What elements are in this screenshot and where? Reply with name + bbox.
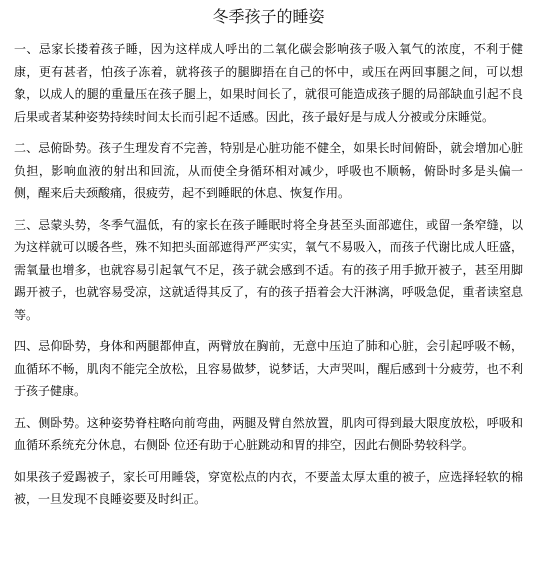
paragraph-4: 四、忌仰卧势，身体和两腿都伸直，两臂放在胸前，无意中压迫了肺和心脏，会引起呼吸不畅，血循环不畅，肌肉不能完全放松，且容易做梦，说梦话，大声哭叫，醒后感到十分疲劳，也不利于孩子健康。	[14, 339, 523, 398]
paragraph-5: 五、侧卧势。这种姿势脊柱略向前弯曲，两腿及臂自然放置，肌肉可得到最大限度放松，呼吸和血循环系统充分休息，右侧卧 位还有助于心脏跳动和胃的排空，因此右侧卧势较科学。	[14, 415, 523, 452]
paragraph-1: 一、忌家长搂着孩子睡，因为这样成人呼出的二氧化碳会影响孩子吸入氧气的浓度，不利于健康，更有甚者，怕孩子冻着，就将孩子的腿脚捂在自己的怀中，或压在两回事腿之间，可以想象，以成人的腿的重量压在孩子腿上，如果时间长了，就很可能造成孩子腿的局部缺血引起不良后果或者某种姿势持续时间太长而引起不适感。因此，孩子最好是与成人分被或分床睡觉。	[14, 42, 523, 124]
paragraph-6: 如果孩子爱踢被子，家长可用睡袋，穿宽松点的内衣，不要盖太厚太重的被子，应选择轻软的棉被，一旦发现不良睡姿要及时纠正。	[14, 469, 523, 506]
paragraph-3: 三、忌蒙头势，冬季气温低，有的家长在孩子睡眠时将全身甚至头面部遮住，或留一条窄缝，以为这样就可以暖各些，殊不知把头面部遮得严严实实，氧气不易吸入，而孩子代谢比成人旺盛，需氧量也增多，也就容易引起氧气不足，孩子就会感到不适。有的孩子用手掀开被子，甚至用脚踢开被子，也就容易受凉，这就适得其反了，有的孩子捂着会大汗淋漓，呼吸急促，重者读窒息等。	[14, 217, 523, 322]
paragraph-2: 二、忌俯卧势。孩子生理发育不完善，特别是心脏功能不健全，如果长时间俯卧，就会增加心脏负担，影响血液的射出和回流，从而使全身循环相对减少，呼吸也不顺畅，俯卧时多是头偏一侧，醒来后夫颈酸痛，很疲劳，起不到睡眠的休息、恢复作用。	[14, 141, 523, 200]
article-title: 冬季孩子的睡姿	[212, 7, 325, 26]
